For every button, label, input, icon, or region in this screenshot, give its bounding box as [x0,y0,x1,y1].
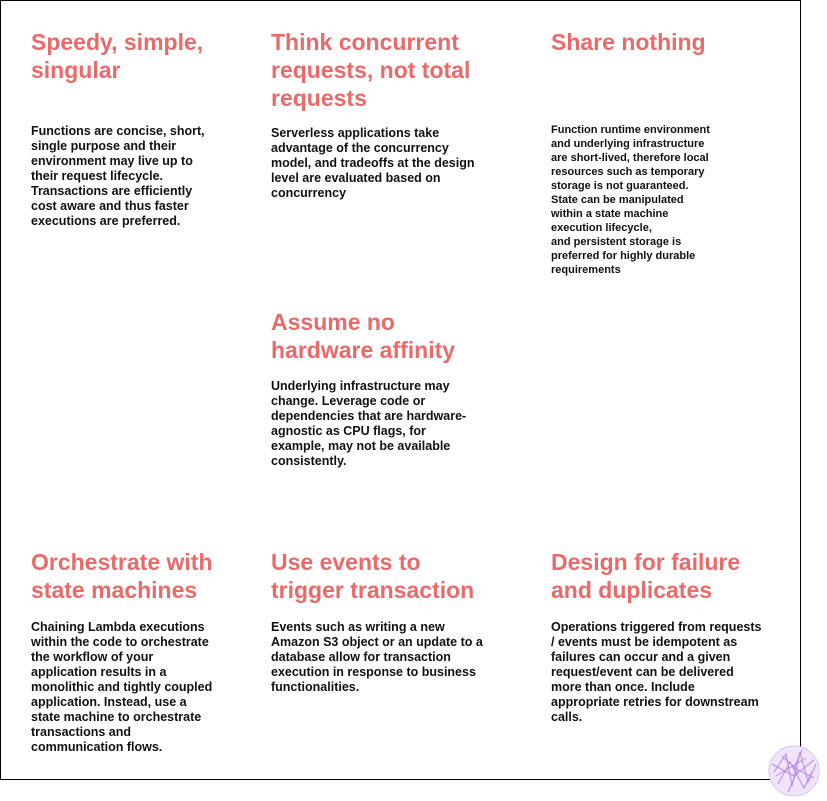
card-title: Use events to trigger transaction [271,549,475,603]
card-title: Share nothing [551,29,706,55]
card-body: Underlying infrastructure may change. Leverage code or dependencies that are hardware- agnostic as CPU flags, for example, may not be available consistently. [271,379,467,468]
card-orchestrate-with-state-machines [31,548,261,755]
card-use-events [271,548,511,695]
watermark-logo-icon [764,742,822,798]
card-body: Events such as writing a new Amazon S3 object or an update to a database allow for transaction execution in response to business functionalities. [271,620,483,694]
card-think-concurrent [271,28,511,201]
card-body: Serverless applications take advantage of the concurrency model, and tradeoffs at the design level are evaluated based on concurrency [271,126,475,200]
card-title: Speedy, simple, singular [31,29,204,83]
card-title: Design for failure and duplicates [551,549,741,603]
card-assume-no-hardware-affinity [271,308,511,469]
card-body: Chaining Lambda executions within the code to orchestrate the workflow of your application results in a monolithic and tightly coupled application. Instead, use a state machine to orchestrate transactions and communication flows. [31,620,213,754]
card-title: Think concurrent requests, not total requests [271,29,471,111]
card-title: Orchestrate with state machines [31,549,213,603]
card-speedy-simple-singular [31,28,261,229]
card-title: Assume no hardware affinity [271,309,456,363]
card-body: Functions are concise, short, single purpose and their environment may live up to their request lifecycle. Transactions are efficiently cost aware and thus faster executions are preferred. [31,124,205,228]
card-body: Operations triggered from requests / events must be idempotent as failures can occur and a given request/event can be delivered more than once. Include appropriate retries for downstream calls. [551,620,762,724]
card-share-nothing [551,28,781,277]
card-design-for-failure [551,548,791,725]
card-body: Function runtime environment and underlying infrastructure are short-lived, therefore local resources such as temporary storage is not guaranteed. State can be manipulated within a state machine execution lifecycle, and persistent storage is preferred for highly durable requirements [551,124,710,276]
